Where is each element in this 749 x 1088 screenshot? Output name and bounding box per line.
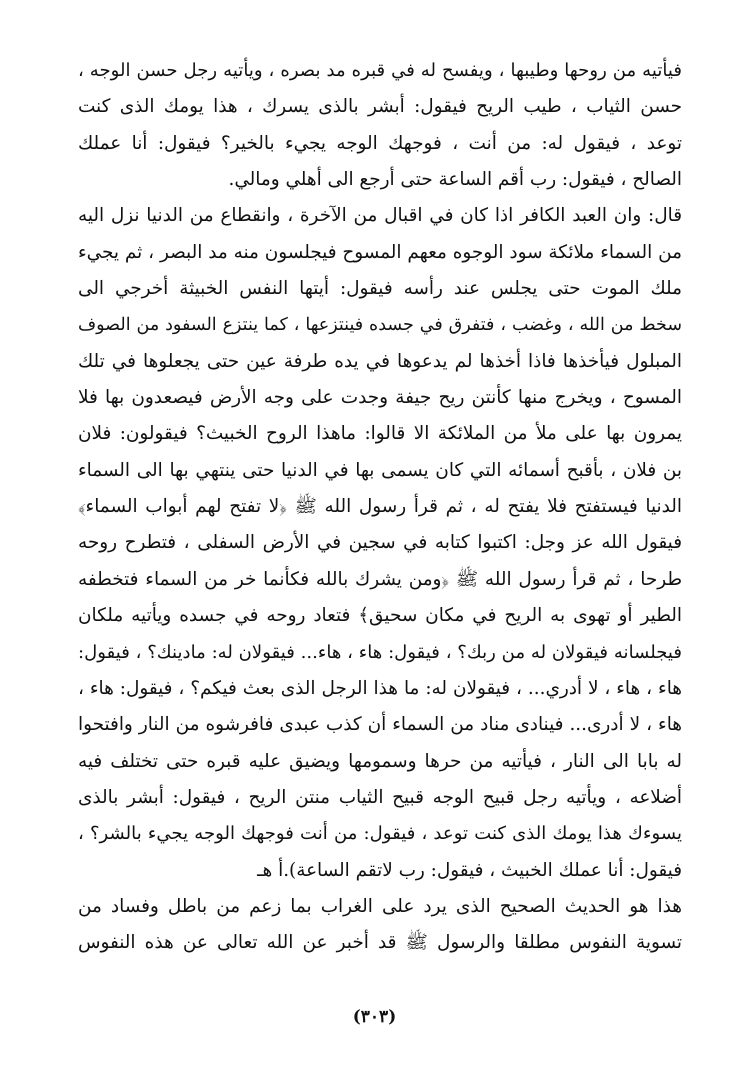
text-line: هذا هو الحديث الصحيح الذى يرد على الغراب بما زعم من باطل وفساد من <box>78 895 682 917</box>
text-line: أضلاعه ، ويأتيه رجل قبيح الوجه قبيح الثياب منتن الريح ، فيقول: أبشر بالذى <box>78 786 682 808</box>
text-line: تسوية النفوس مطلقا والرسول ﷺ قد أخبر عن الله تعالى عن هذه النفوس <box>78 932 682 954</box>
text-line: الطير أو تهوى به الريح في مكان سحيق﴾ فتعاد روحه في جسده ويأتيه ملكان <box>78 605 682 627</box>
text-line: توعد ، فيقول له: من أنت ، فوجهك الوجه يجيء بالخير؟ فيقول: أنا عملك <box>78 132 682 154</box>
text-line: يمرون بها على ملأ من الملائكة الا قالوا: ماهذا الروح الخبيث؟ فيقولون: فلان <box>78 423 682 445</box>
text-line: هاء ، هاء ، لا أدري... ، فيقولان له: ما هذا الرجل الذى بعث فيكم؟ ، فيقول: هاء ، <box>78 677 682 699</box>
text-line: فيقول الله عز وجل: اكتبوا كتابه في سجين في الأرض السفلى ، فتطرح روحه <box>78 532 682 554</box>
text-line: من السماء ملائكة سود الوجوه معهم المسوح فيجلسون منه مد البصر ، ثم يجيء <box>78 241 682 263</box>
text-line: طرحا ، ثم قرأ رسول الله ﷺ ﴿ومن يشرك بالله فكأنما خر من السماء فتخطفه <box>78 568 682 590</box>
text-line: سخط من الله ، وغضب ، فتفرق في جسده فينتزعها ، كما ينتزع السفود من الصوف <box>78 315 682 336</box>
text-line: ملك الموت حتى يجلس عند رأسه فيقول: أيتها النفس الخبيثة أخرجي الى <box>78 278 682 300</box>
text-line: الصالح ، فيقول: رب أقم الساعة حتى أرجع الى أهلي ومالي. <box>228 169 682 191</box>
text-line: فيأتيه من روحها وطيبها ، ويفسح له في قبره مد بصره ، ويأتيه رجل حسن الوجه ، <box>78 60 682 81</box>
text-line: المبلول فيأخذها فاذا أخذها لم يدعوها في يده طرفة عين حتى يجعلوها في تلك <box>78 350 682 372</box>
page-number: (٣٠٣) <box>352 1007 397 1027</box>
text-line: بن فلان ، بأقبح أسمائه التي كان يسمى بها في الدنيا حتى ينتهي بها الى السماء <box>78 459 682 481</box>
text-line: هاء ، لا أدرى... فينادى مناد من السماء أن كذب عبدى فافرشوه من النار وافتحوا <box>78 714 682 736</box>
text-line: حسن الثياب ، طيب الريح فيقول: أبشر بالذى يسرك ، هذا يومك الذى كنت <box>78 96 682 118</box>
text-line: قال: وان العبد الكافر اذا كان في اقبال من الآخرة ، وانقطاع من الدنيا نزل اليه <box>78 205 682 227</box>
text-line: فيقول: أنا عملك الخبيث ، فيقول: رب لاتقم الساعة).أ هـ <box>257 859 682 881</box>
text-line: يسوءك هذا يومك الذى كنت توعد ، فيقول: من أنت فوجهك الوجه يجيء بالشر؟ ، <box>78 823 682 845</box>
text-line: له بابا الى النار ، فيأتيه من حرها وسمومها ويضيق عليه قبره حتى تختلف فيه <box>78 750 682 772</box>
body-text <box>78 53 682 962</box>
text-line: فيجلسانه فيقولان له من ربك؟ ، فيقول: هاء ، هاء... فيقولان له: مادينك؟ ، فيقول: <box>78 641 682 663</box>
text-line: الدنيا فيستفتح فلا يفتح له ، ثم قرأ رسول الله ﷺ ﴿لا تفتح لهم أبواب السماء﴾ <box>78 496 682 518</box>
text-line: المسوح ، ويخرج منها كأنتن ريح جيفة وجدت على وجه الأرض فيصعدون بها فلا <box>78 387 682 409</box>
